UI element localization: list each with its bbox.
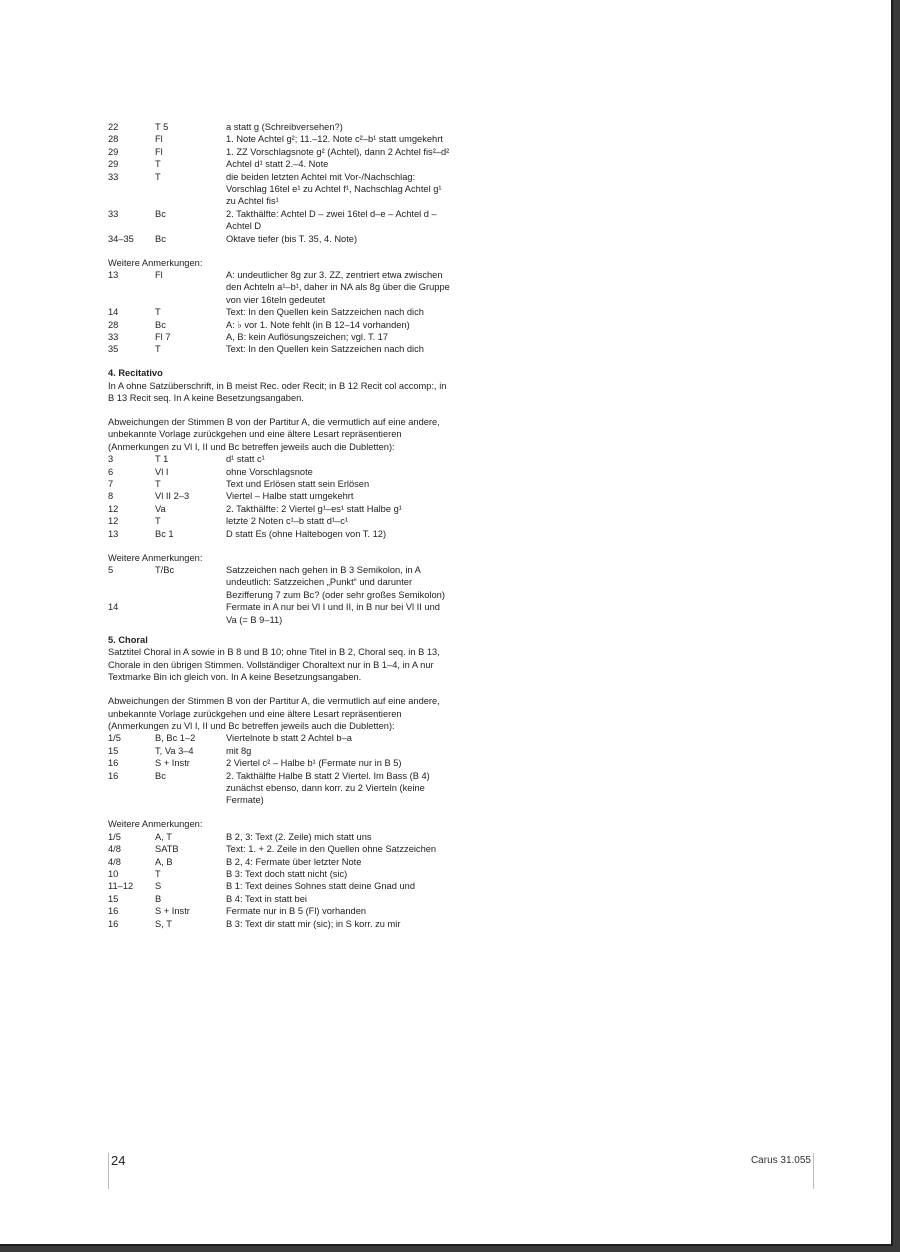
measure-cell: 4/8 bbox=[108, 844, 121, 855]
remark-cell: mit 8g bbox=[226, 745, 252, 756]
sec4-title: 4. Recitativo bbox=[108, 368, 163, 379]
table-row bbox=[108, 466, 450, 478]
table-row bbox=[108, 893, 450, 905]
page-number: 24 bbox=[111, 1153, 126, 1168]
measure-cell: 28 bbox=[108, 134, 119, 145]
remark-cell: Fermate in A nur bei Vl I und II, in B nur bei Vl II und Va (= B 9–11) bbox=[226, 602, 440, 625]
measure-cell: 16 bbox=[108, 758, 119, 769]
sec5-abweichungen: Abweichungen der Stimmen B von der Partitur A, die vermutlich auf eine andere, unbekannte Vorlage zurückgehen und eine ältere Lesart repräsentieren (Anmerkungen zu Vl I, II und Bc betreffen jeweils auch die Dubletten): bbox=[108, 696, 440, 731]
measure-cell: 12 bbox=[108, 503, 119, 514]
voice-cell: Vl I bbox=[155, 466, 169, 477]
voice-cell: S + Instr bbox=[155, 906, 190, 917]
table-row bbox=[108, 453, 450, 465]
measure-cell: 15 bbox=[108, 893, 119, 904]
table-row bbox=[108, 868, 450, 880]
remark-cell: 1. ZZ Vorschlagsnote g² (Achtel), dann 2 Achtel fis²–d² bbox=[226, 146, 450, 157]
remark-cell: Oktave tiefer (bis T. 35, 4. Note) bbox=[226, 233, 358, 244]
voice-cell: Bc bbox=[155, 319, 166, 330]
table-row bbox=[108, 564, 450, 601]
measure-cell: 13 bbox=[108, 269, 119, 280]
voice-cell: Bc bbox=[155, 770, 166, 781]
table-row bbox=[108, 905, 450, 917]
table-row bbox=[108, 528, 450, 540]
publisher-code: Carus 31.055 bbox=[750, 1155, 811, 1166]
measure-cell: 33 bbox=[108, 171, 119, 182]
measure-cell: 1/5 bbox=[108, 831, 121, 842]
table-row bbox=[108, 331, 450, 343]
remark-cell: Fermate nur in B 5 (Fl) vorhanden bbox=[226, 906, 367, 917]
remark-cell: B 4: Text in statt bei bbox=[226, 893, 307, 904]
voice-cell: T 5 bbox=[155, 122, 169, 132]
measure-cell: 8 bbox=[108, 491, 114, 502]
table-row bbox=[108, 171, 450, 208]
measure-cell: 29 bbox=[108, 146, 119, 157]
sec4-notes bbox=[108, 564, 450, 626]
sec5-title: 5. Choral bbox=[108, 635, 148, 646]
measure-cell: 14 bbox=[108, 602, 119, 613]
remark-cell: A: ♭ vor 1. Note fehlt (in B 12–14 vorhanden) bbox=[226, 319, 410, 330]
measure-cell: 16 bbox=[108, 770, 119, 781]
table-row bbox=[108, 856, 450, 868]
remark-cell: Achtel d¹ statt 2.–4. Note bbox=[226, 159, 329, 170]
voice-cell: T bbox=[155, 516, 161, 527]
table-row bbox=[108, 880, 450, 892]
measure-cell: 15 bbox=[108, 745, 119, 756]
remark-cell: Text: 1. + 2. Zeile in den Quellen ohne Satzzeichen bbox=[226, 844, 437, 855]
voice-cell: T/Bc bbox=[155, 565, 175, 575]
table-row bbox=[108, 745, 450, 757]
voice-cell: S, T bbox=[155, 918, 172, 929]
measure-cell: 33 bbox=[108, 208, 119, 219]
voice-cell: T bbox=[155, 171, 161, 182]
voice-cell: Va bbox=[155, 503, 166, 514]
table-row bbox=[108, 757, 450, 769]
voice-cell: Bc bbox=[155, 208, 166, 219]
voice-cell: T bbox=[155, 868, 161, 879]
measure-cell: 16 bbox=[108, 906, 119, 917]
remark-cell: Text: In den Quellen kein Satzzeichen nach dich bbox=[226, 307, 424, 318]
measure-cell: 33 bbox=[108, 332, 119, 342]
page-footer bbox=[108, 1153, 814, 1189]
remark-cell: Text: In den Quellen kein Satzzeichen nach dich bbox=[226, 344, 424, 355]
measure-cell: 6 bbox=[108, 466, 114, 477]
voice-cell: T 1 bbox=[155, 454, 169, 465]
measure-cell: 29 bbox=[108, 159, 119, 170]
measure-cell: 10 bbox=[108, 868, 119, 879]
table-row bbox=[108, 601, 450, 626]
measure-cell: 11–12 bbox=[108, 881, 134, 892]
remark-cell: 1. Note Achtel g²; 11.–12. Note c²–b¹ statt umgekehrt bbox=[226, 134, 443, 145]
sec4-table bbox=[108, 453, 450, 540]
remark-cell: B 3: Text doch statt nicht (sic) bbox=[226, 868, 348, 879]
sec5-notes bbox=[108, 831, 450, 930]
remark-cell: B 3: Text dir statt mir (sic); in S korr. zu mir bbox=[226, 918, 401, 929]
voice-cell: S bbox=[155, 881, 162, 892]
remark-cell: 2 Viertel c² – Halbe b¹ (Fermate nur in B 5) bbox=[226, 758, 402, 769]
remark-cell: Viertelnote b statt 2 Achtel b–a bbox=[226, 733, 352, 744]
voice-cell: B, Bc 1–2 bbox=[155, 733, 196, 744]
text-column bbox=[108, 121, 450, 930]
table-row bbox=[108, 503, 450, 515]
voice-cell: T bbox=[155, 159, 161, 170]
table-row bbox=[108, 343, 450, 355]
table-row bbox=[108, 478, 450, 490]
remark-cell: A, B: kein Auflösungszeichen; vgl. T. 17 bbox=[226, 332, 389, 342]
table-row bbox=[108, 306, 450, 318]
remark-cell: D statt Es (ohne Haltebogen von T. 12) bbox=[226, 528, 387, 539]
measure-cell: 12 bbox=[108, 516, 119, 527]
voice-cell: Vl II 2–3 bbox=[155, 491, 190, 502]
measure-cell: 28 bbox=[108, 319, 119, 330]
remark-cell: 2. Takthälfte Halbe B statt 2 Viertel. Im Bass (B 4) zunächst ebenso, dann korr. zu 2 Vierteln (keine Fermate) bbox=[226, 770, 430, 806]
table-row bbox=[108, 515, 450, 527]
voice-cell bbox=[155, 601, 226, 626]
remark-cell: Satzzeichen nach gehen in B 3 Semikolon, in A undeutlich: Satzzeichen „Punkt“ und darunter Bezifferung 7 zum Bc? (oder sehr großes Semikolon) bbox=[226, 565, 445, 600]
measure-cell: 1/5 bbox=[108, 733, 121, 744]
remark-cell: B 1: Text deines Sohnes statt deine Gnad und bbox=[226, 881, 415, 892]
remark-cell: B 2, 3: Text (2. Zeile) mich statt uns bbox=[226, 831, 372, 842]
voice-cell: Bc bbox=[155, 233, 166, 244]
voice-cell: Fl bbox=[155, 269, 163, 280]
measure-cell: 35 bbox=[108, 344, 119, 355]
table-row bbox=[108, 269, 450, 306]
voice-cell: Fl bbox=[155, 134, 163, 145]
table-row bbox=[108, 918, 450, 930]
table-row bbox=[108, 831, 450, 843]
measure-cell: 14 bbox=[108, 307, 119, 318]
table-row bbox=[108, 770, 450, 807]
voice-cell: B bbox=[155, 893, 162, 904]
remark-cell: 2. Takthälfte: Achtel D – zwei 16tel d–e – Achtel d – Achtel D bbox=[226, 208, 437, 232]
measure-cell: 34–35 bbox=[108, 233, 134, 244]
voice-cell: A, T bbox=[155, 831, 172, 842]
table-row bbox=[108, 146, 450, 158]
voice-cell: Bc 1 bbox=[155, 528, 174, 539]
sec3-table bbox=[108, 121, 450, 245]
sec3-notes bbox=[108, 269, 450, 356]
measure-cell: 16 bbox=[108, 918, 119, 929]
table-row bbox=[108, 121, 450, 133]
voice-cell: T bbox=[155, 307, 161, 318]
remark-cell: Viertel – Halbe statt umgekehrt bbox=[226, 491, 354, 502]
remark-cell: a statt g (Schreibversehen?) bbox=[226, 122, 343, 132]
remark-cell: die beiden letzten Achtel mit Vor-/Nachschlag: Vorschlag 16tel e¹ zu Achtel f¹, Nachschlag Achtel g¹ zu Achtel fis¹ bbox=[226, 171, 442, 207]
weitere-label: Weitere Anmerkungen: bbox=[108, 257, 203, 268]
weitere-label: Weitere Anmerkungen: bbox=[108, 552, 203, 563]
remark-cell: B 2, 4: Fermate über letzter Note bbox=[226, 856, 362, 867]
sec5-table bbox=[108, 732, 450, 806]
voice-cell: T bbox=[155, 479, 161, 490]
voice-cell: Fl 7 bbox=[155, 332, 171, 342]
voice-cell: Fl bbox=[155, 146, 163, 157]
remark-cell: Text und Erlösen statt sein Erlösen bbox=[226, 479, 370, 490]
table-row bbox=[108, 133, 450, 145]
table-row bbox=[108, 233, 450, 245]
table-row bbox=[108, 732, 450, 744]
voice-cell: A, B bbox=[155, 856, 173, 867]
voice-cell: T bbox=[155, 344, 161, 355]
remark-cell: ohne Vorschlagsnote bbox=[226, 466, 313, 477]
measure-cell: 13 bbox=[108, 528, 119, 539]
table-row bbox=[108, 490, 450, 502]
sec5-intro: Satztitel Choral in A sowie in B 8 und B 10; ohne Titel in B 2, Choral seq. in B 13, Chorale in den übrigen Stimmen. Vollständiger Choraltext nur in B 1–4, in A nur Textmarke Bin ich gleich von. In A keine Besetzungsangaben. bbox=[108, 647, 440, 683]
measure-cell: 22 bbox=[108, 122, 119, 132]
voice-cell: T, Va 3–4 bbox=[155, 745, 194, 756]
remark-cell: letzte 2 Noten c¹–b statt d¹–c¹ bbox=[226, 516, 348, 527]
measure-cell: 7 bbox=[108, 479, 114, 490]
table-row bbox=[108, 319, 450, 331]
voice-cell: S + Instr bbox=[155, 758, 190, 769]
table-row bbox=[108, 208, 450, 233]
remark-cell: d¹ statt c¹ bbox=[226, 454, 265, 465]
weitere-label: Weitere Anmerkungen: bbox=[108, 819, 203, 830]
remark-cell: A: undeutlicher 8g zur 3. ZZ, zentriert etwa zwischen den Achteln a¹–b¹, daher in NA als 8g über die Gruppe von vier 16teln gedeutet bbox=[226, 269, 450, 305]
table-row bbox=[108, 843, 450, 855]
measure-cell: 4/8 bbox=[108, 856, 121, 867]
table-row bbox=[108, 158, 450, 170]
sec4-intro: In A ohne Satzüberschrift, in B meist Rec. oder Recit; in B 12 Recit col accomp:, in B 13 Recit seq. In A keine Besetzungsangaben. bbox=[108, 380, 447, 404]
remark-cell: 2. Takthälfte: 2 Viertel g¹–es¹ statt Halbe g¹ bbox=[226, 503, 402, 514]
measure-cell: 5 bbox=[108, 565, 114, 575]
sec4-abweichungen: Abweichungen der Stimmen B von der Partitur A, die vermutlich auf eine andere, unbekannte Vorlage zurückgehen und eine ältere Lesart repräsentieren (Anmerkungen zu Vl I, II und Bc betreffen jeweils auch die Dubletten): bbox=[108, 417, 440, 452]
voice-cell: SATB bbox=[155, 844, 179, 855]
measure-cell: 3 bbox=[108, 454, 114, 465]
